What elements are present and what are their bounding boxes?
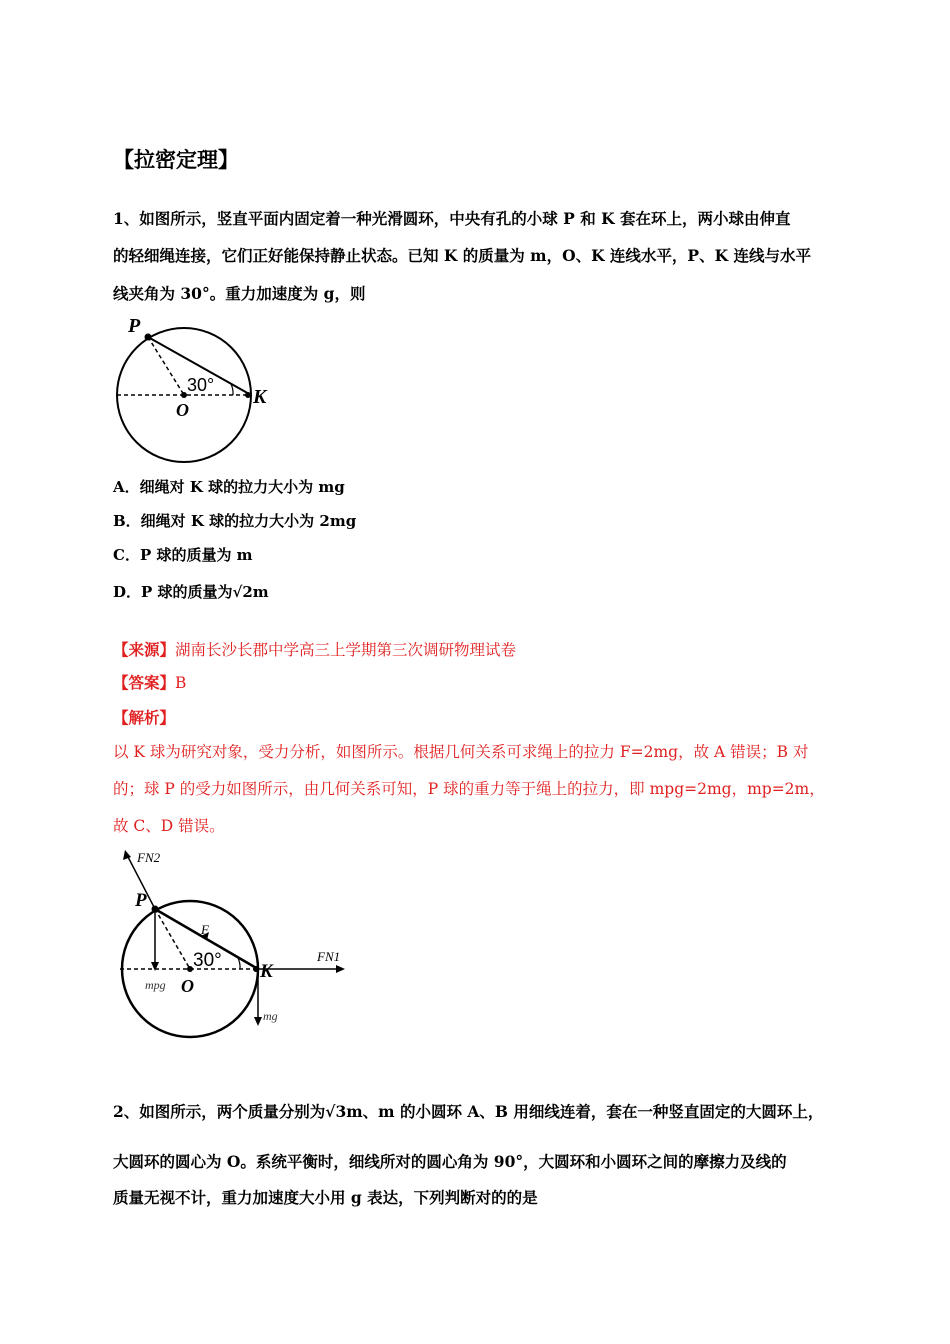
option-b: B．细绳对 K 球的拉力大小为 2mg — [113, 512, 357, 530]
analysis-line-3: 故 C、D 错误。 — [113, 817, 225, 835]
label-mpg: mpg — [145, 978, 166, 992]
option-a: A．细绳对 K 球的拉力大小为 mg — [113, 478, 345, 496]
label-mg: mg — [263, 1009, 278, 1023]
mg-arrowhead — [254, 1017, 262, 1026]
label-o: O — [176, 400, 189, 420]
ball-p — [145, 334, 152, 341]
source-text: 湖南长沙长郡中学高三上学期第三次调研物理试卷 — [175, 641, 517, 659]
ball-k — [245, 392, 251, 398]
analysis-label: 【解析】 — [113, 708, 176, 727]
option-c: C．P 球的质量为 m — [113, 546, 253, 564]
analysis-line-2: 的；球 P 的受力如图所示，由几何关系可知，P 球的重力等于绳上的拉力，即 mpg=2mg，mp=2m， — [113, 780, 825, 798]
q1-force-diagram — [105, 840, 365, 1040]
source-label: 【来源】 — [113, 640, 176, 659]
label-p: P — [128, 315, 141, 337]
q1-circle-figure — [105, 310, 285, 470]
answer-text: B — [175, 674, 187, 692]
q2-line-2: 大圆环的圆心为 O。系统平衡时，细线所对的圆心角为 90°，大圆环和小圆环之间的摩擦力及线的 — [113, 1152, 787, 1171]
answer-label: 【答案】 — [113, 673, 176, 692]
q2-line-3: 质量无视不计，重力加速度大小用 g 表达，下列判断对的的是 — [113, 1188, 538, 1207]
q1-line-3: 线夹角为 30°。重力加速度为 g，则 — [113, 284, 366, 303]
section-title: 【拉密定理】 — [113, 148, 239, 172]
analysis-line-1: 以 K 球为研究对象，受力分析，如图所示。根据几何关系可求绳上的拉力 F=2mg，故 A 错误；B 对 — [113, 743, 809, 761]
q1-line-1: 1、如图所示，竖直平面内固定着一种光滑圆环，中央有孔的小球 P 和 K 套在环上，两小球由伸直 — [113, 209, 791, 228]
fn1-arrowhead — [336, 965, 345, 973]
analysis-label-line — [113, 706, 175, 728]
fn2-arrowhead — [123, 850, 131, 860]
ball-k-2 — [253, 966, 259, 972]
label-angle: 30° — [187, 375, 215, 395]
label-o-2: O — [181, 976, 194, 996]
label-f: F — [201, 922, 209, 937]
ball-p-2 — [152, 906, 159, 913]
q2-line-1: 2、如图所示，两个质量分别为√3m、m 的小圆环 A、B 用细线连着，套在一种竖直固定的大圆环上， — [113, 1102, 824, 1121]
label-p-2: P — [135, 890, 147, 911]
label-angle-2: 30° — [193, 950, 222, 971]
op-radius — [148, 337, 184, 395]
label-k: K — [253, 386, 267, 408]
answer-line — [113, 671, 186, 693]
label-fn2: FN2 — [137, 850, 161, 865]
source-line — [113, 638, 516, 660]
option-d: D．P 球的质量为√2m — [113, 583, 269, 601]
q1-line-2: 的轻细绳连接，它们正好能保持静止状态。已知 K 的质量为 m，O、K 连线水平，P、K 连线与水平 — [113, 246, 811, 265]
label-fn1: FN1 — [317, 949, 341, 964]
label-k-2: K — [260, 961, 273, 982]
